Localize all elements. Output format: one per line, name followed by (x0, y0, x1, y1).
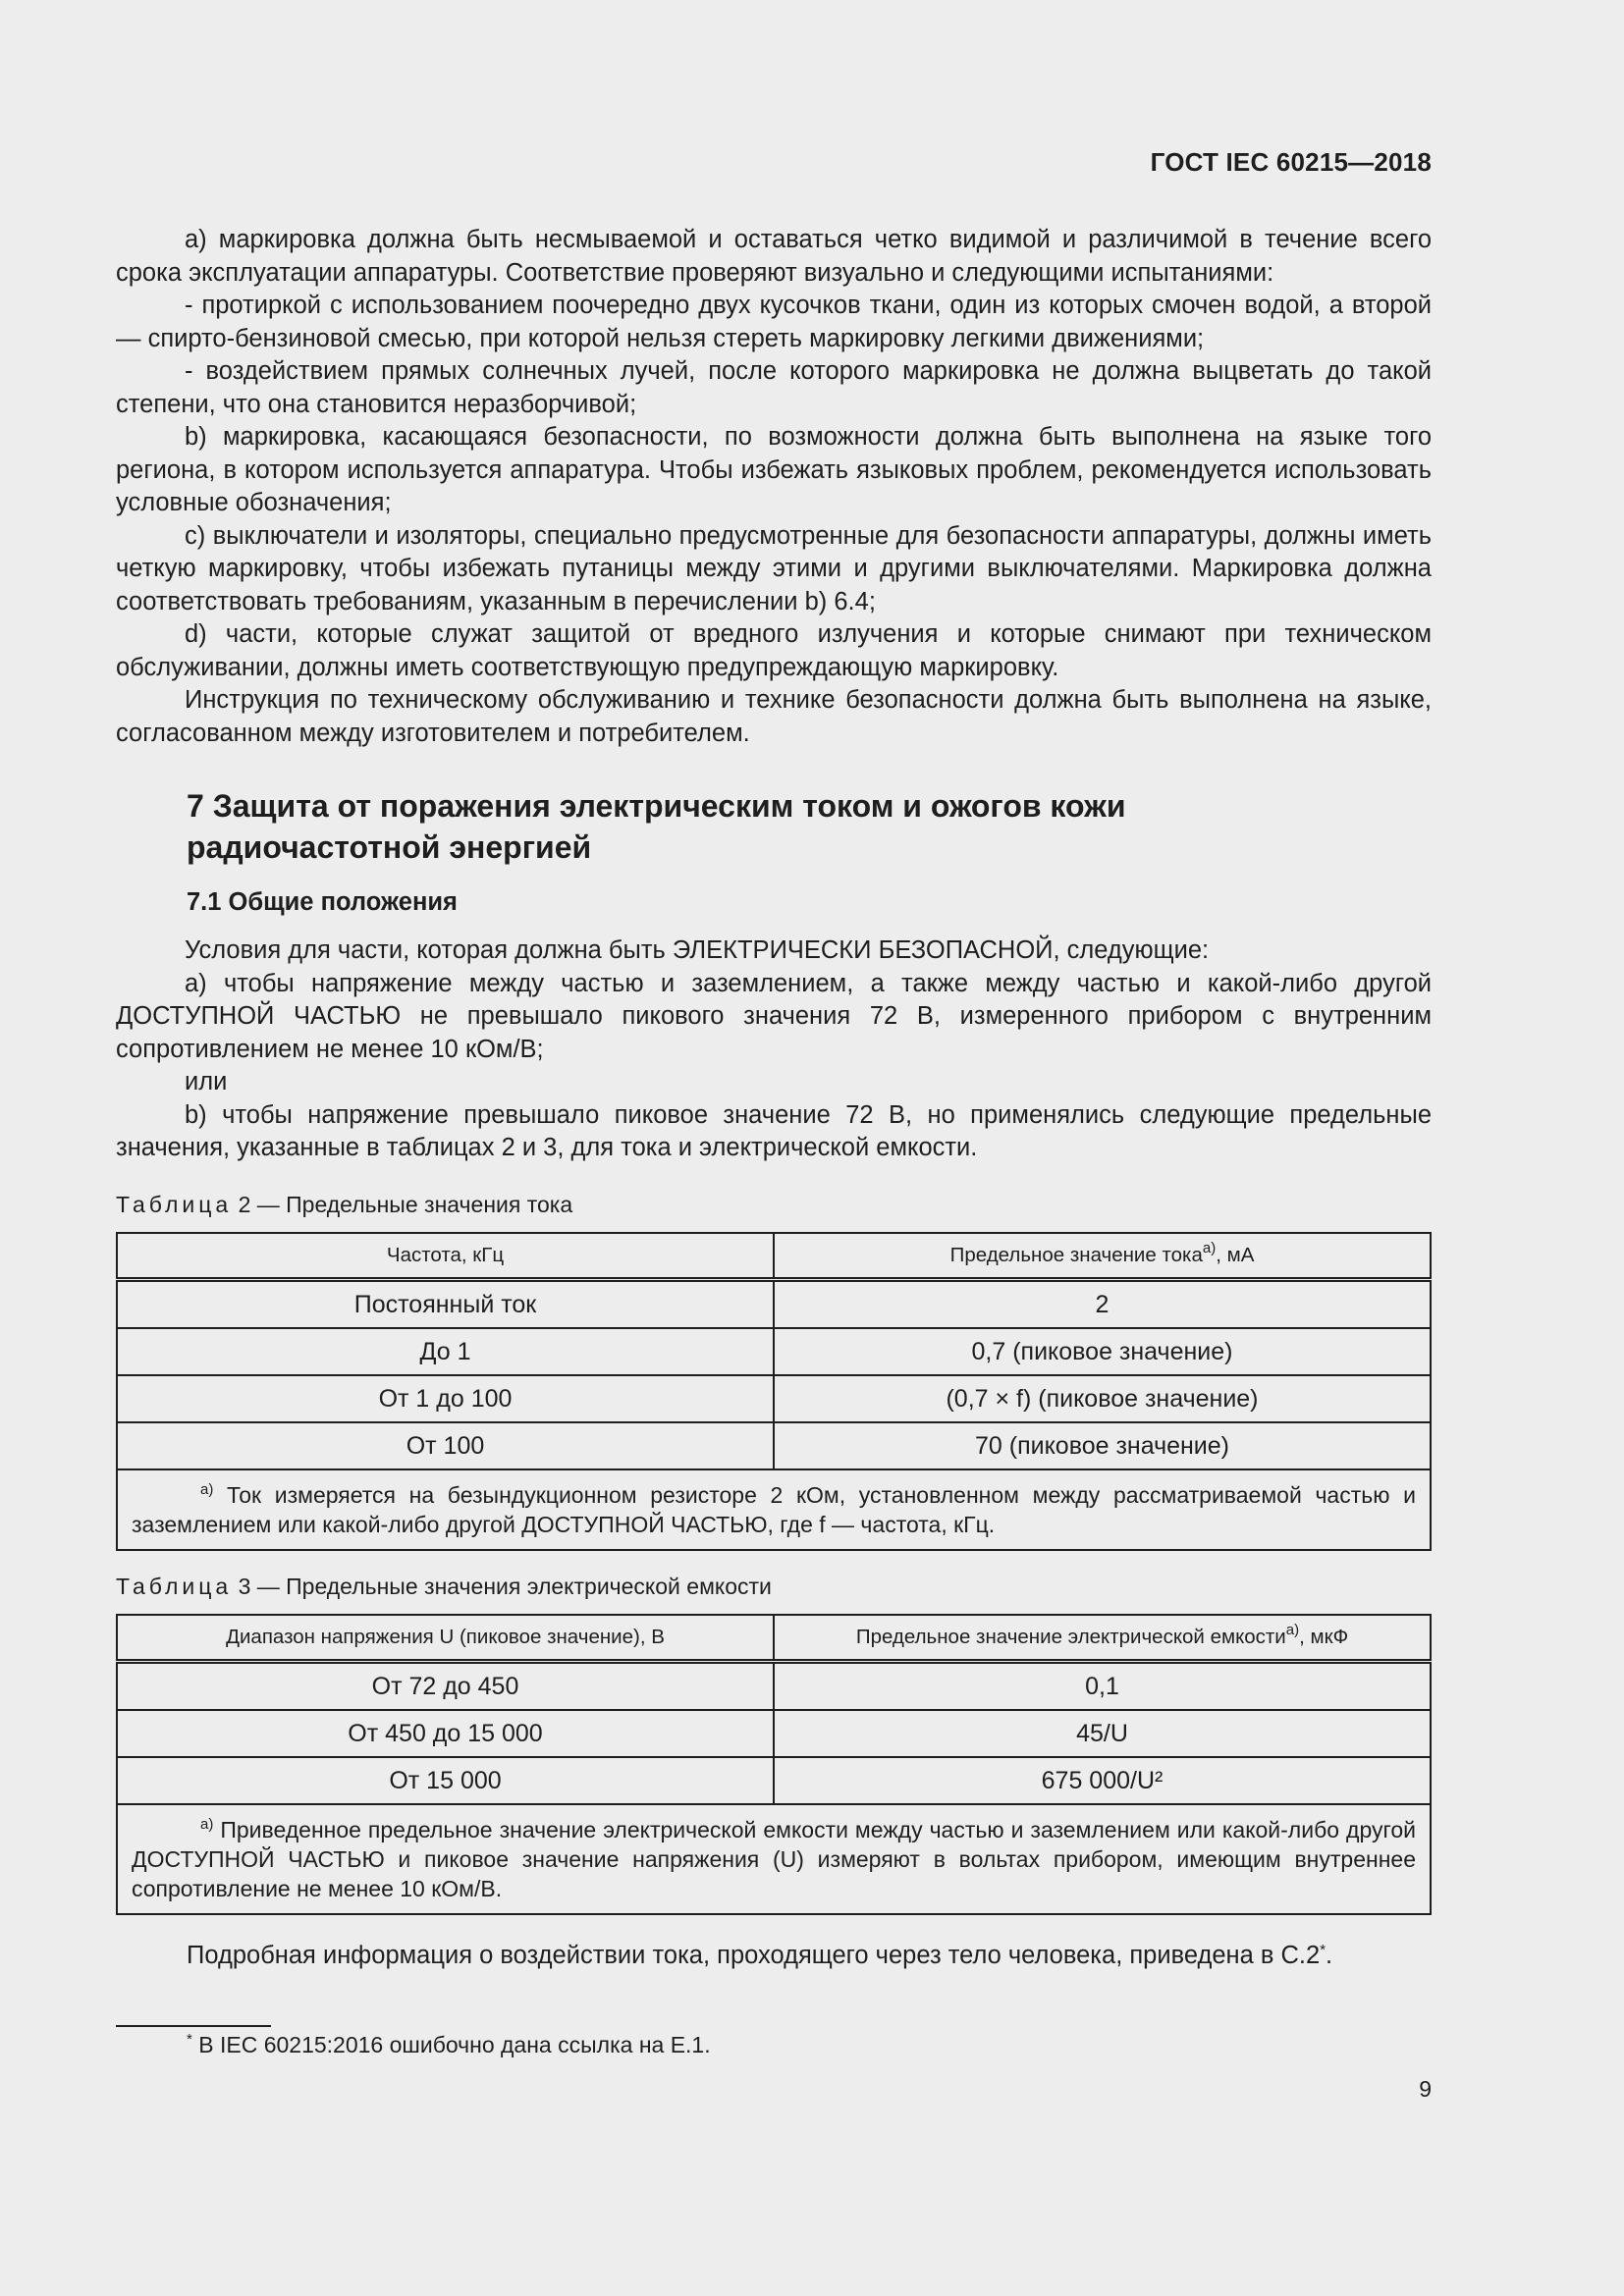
column-header: Предельное значение тока$^{а)}$, мА (774, 1233, 1431, 1280)
table-row (117, 1710, 1431, 1757)
capacitance-limits-table (116, 1614, 1432, 1915)
table-cell: От 15 000 (117, 1757, 774, 1804)
column-header: Частота, кГц (117, 1233, 774, 1280)
page-number: 9 (1419, 2076, 1432, 2102)
section-title-line: радиочастотной энергией (187, 829, 592, 865)
paragraph: - протиркой с использованием поочередно двух кусочков ткани, один из которых смочен водой, а второй — спирто-бензиновой смесью, при которой нельзя стереть маркировку легкими движениями; (116, 292, 1432, 352)
marking-requirements (116, 224, 1432, 750)
paragraph: c) выключатели и изоляторы, специально предусмотренные для безопасности аппаратуры, должны иметь четкую маркировку, чтобы избежать путаницы между этими и другими выключателями. Маркировка должна соответствовать требованиям, указанным в перечислении b) 6.4; (116, 521, 1432, 615)
table-cell: 0,1 (774, 1662, 1431, 1711)
table-cell: (0,7 × f) (пиковое значение) (774, 1375, 1431, 1422)
column-header: Диапазон напряжения U (пиковое значение), В (117, 1615, 774, 1662)
paragraph: или (185, 1068, 228, 1095)
table-cell: 45/U (774, 1710, 1431, 1757)
caption-label: Таблица (116, 1192, 233, 1217)
paragraph: - воздействием прямых солнечных лучей, после которого маркировка не должна выцветать до такой степени, что она становится неразборчивой; (116, 357, 1432, 418)
table-row (117, 1757, 1431, 1804)
table-row (117, 1662, 1431, 1711)
table-cell: 70 (пиковое значение) (774, 1422, 1431, 1469)
footnote-divider (116, 2025, 271, 2027)
section-title-line: 7 Защита от поражения электрическим током и ожогов кожи (187, 788, 1126, 824)
table-cell: 0,7 (пиковое значение) (774, 1328, 1431, 1375)
table-cell: 675 000/U² (774, 1757, 1431, 1804)
table-row (117, 1422, 1431, 1469)
paragraph: b) чтобы напряжение превышало пиковое значение 72 В, но применялись следующие предельные значения, указанные в таблицах 2 и 3, для тока и электрической емкости. (116, 1100, 1432, 1161)
table-header-row (117, 1233, 1431, 1280)
paragraph: а) маркировка должна быть несмываемой и оставаться четко видимой и различимой в течение всего срока эксплуатации аппаратуры. Соответствие проверяют визуально и следующими испытаниями: (116, 226, 1432, 287)
table-footnote: $^{а)}$ Ток измеряется на безындукционном резисторе 2 кОм, установленном между рассматриваемой частью и заземлением или какой-либо другой ДОСТУПНОЙ ЧАСТЬЮ, где f — частота, кГц. (117, 1469, 1431, 1550)
current-limits-table (116, 1232, 1432, 1551)
table-footnote: $^{а)}$ Приведенное предельное значение электрической емкости между частью и заземлением или какой-либо другой ДОСТУПНОЙ ЧАСТЬЮ и пиковое значение напряжения (U) измеряют в вольтах прибором, имеющим внутреннее сопротивление не менее 10 кОм/В. (117, 1804, 1431, 1914)
caption-text: 2 — Предельные значения тока (232, 1192, 573, 1217)
caption-label: Таблица (116, 1574, 233, 1599)
paragraph: d) части, которые служат защитой от вредного излучения и которые снимают при техническом обслуживании, должны иметь соответствующую предупреждающую маркировку. (116, 620, 1432, 681)
table-footnote-row (117, 1804, 1431, 1914)
table-row (117, 1280, 1431, 1329)
standard-header: ГОСТ IEC 60215—2018 (1150, 147, 1432, 177)
table-cell: От 100 (117, 1422, 774, 1469)
table3-caption (116, 1574, 772, 1600)
electrical-safety-conditions (116, 934, 1432, 1165)
table-cell: 2 (774, 1280, 1431, 1329)
paragraph: b) маркировка, касающаяся безопасности, по возможности должна быть выполнена на языке того региона, в котором используется аппаратура. Чтобы избежать языковых проблем, рекомендуется использовать условные обозначения; (116, 423, 1432, 516)
table-footnote-row (117, 1469, 1431, 1550)
table-cell: От 1 до 100 (117, 1375, 774, 1422)
paragraph: Инструкция по техническому обслуживанию и технике безопасности должна быть выполнена на языке, согласованном между изготовителем и потребителем. (116, 686, 1432, 747)
column-header: Предельное значение электрической емкости$^{а)}$, мкФ (774, 1615, 1431, 1662)
table-cell: Постоянный ток (117, 1280, 774, 1329)
reference-note: Подробная информация о воздействии тока, проходящего через тело человека, приведена в С.2*. (187, 1942, 1333, 1969)
table-row (117, 1328, 1431, 1375)
caption-text: 3 — Предельные значения электрической емкости (232, 1574, 772, 1599)
table2-caption (116, 1192, 572, 1218)
table-row (117, 1375, 1431, 1422)
page-footnote: * В IEC 60215:2016 ошибочно дана ссылка на Е.1. (187, 2031, 711, 2057)
paragraph: а) чтобы напряжение между частью и заземлением, а также между частью и какой-либо другой ДОСТУПНОЙ ЧАСТЬЮ не превышало пикового значения 72 В, измеренного прибором с внутренним сопротивлением не менее 10 кОм/В; (116, 969, 1432, 1063)
subsection-title: 7.1 Общие положения (187, 888, 458, 916)
table-cell: От 450 до 15 000 (117, 1710, 774, 1757)
section-title (187, 785, 1126, 868)
table-header-row (117, 1615, 1431, 1662)
paragraph: Условия для части, которая должна быть ЭЛЕКТРИЧЕСКИ БЕЗОПАСНОЙ, следующие: (185, 936, 1210, 964)
table-cell: До 1 (117, 1328, 774, 1375)
table-cell: От 72 до 450 (117, 1662, 774, 1711)
